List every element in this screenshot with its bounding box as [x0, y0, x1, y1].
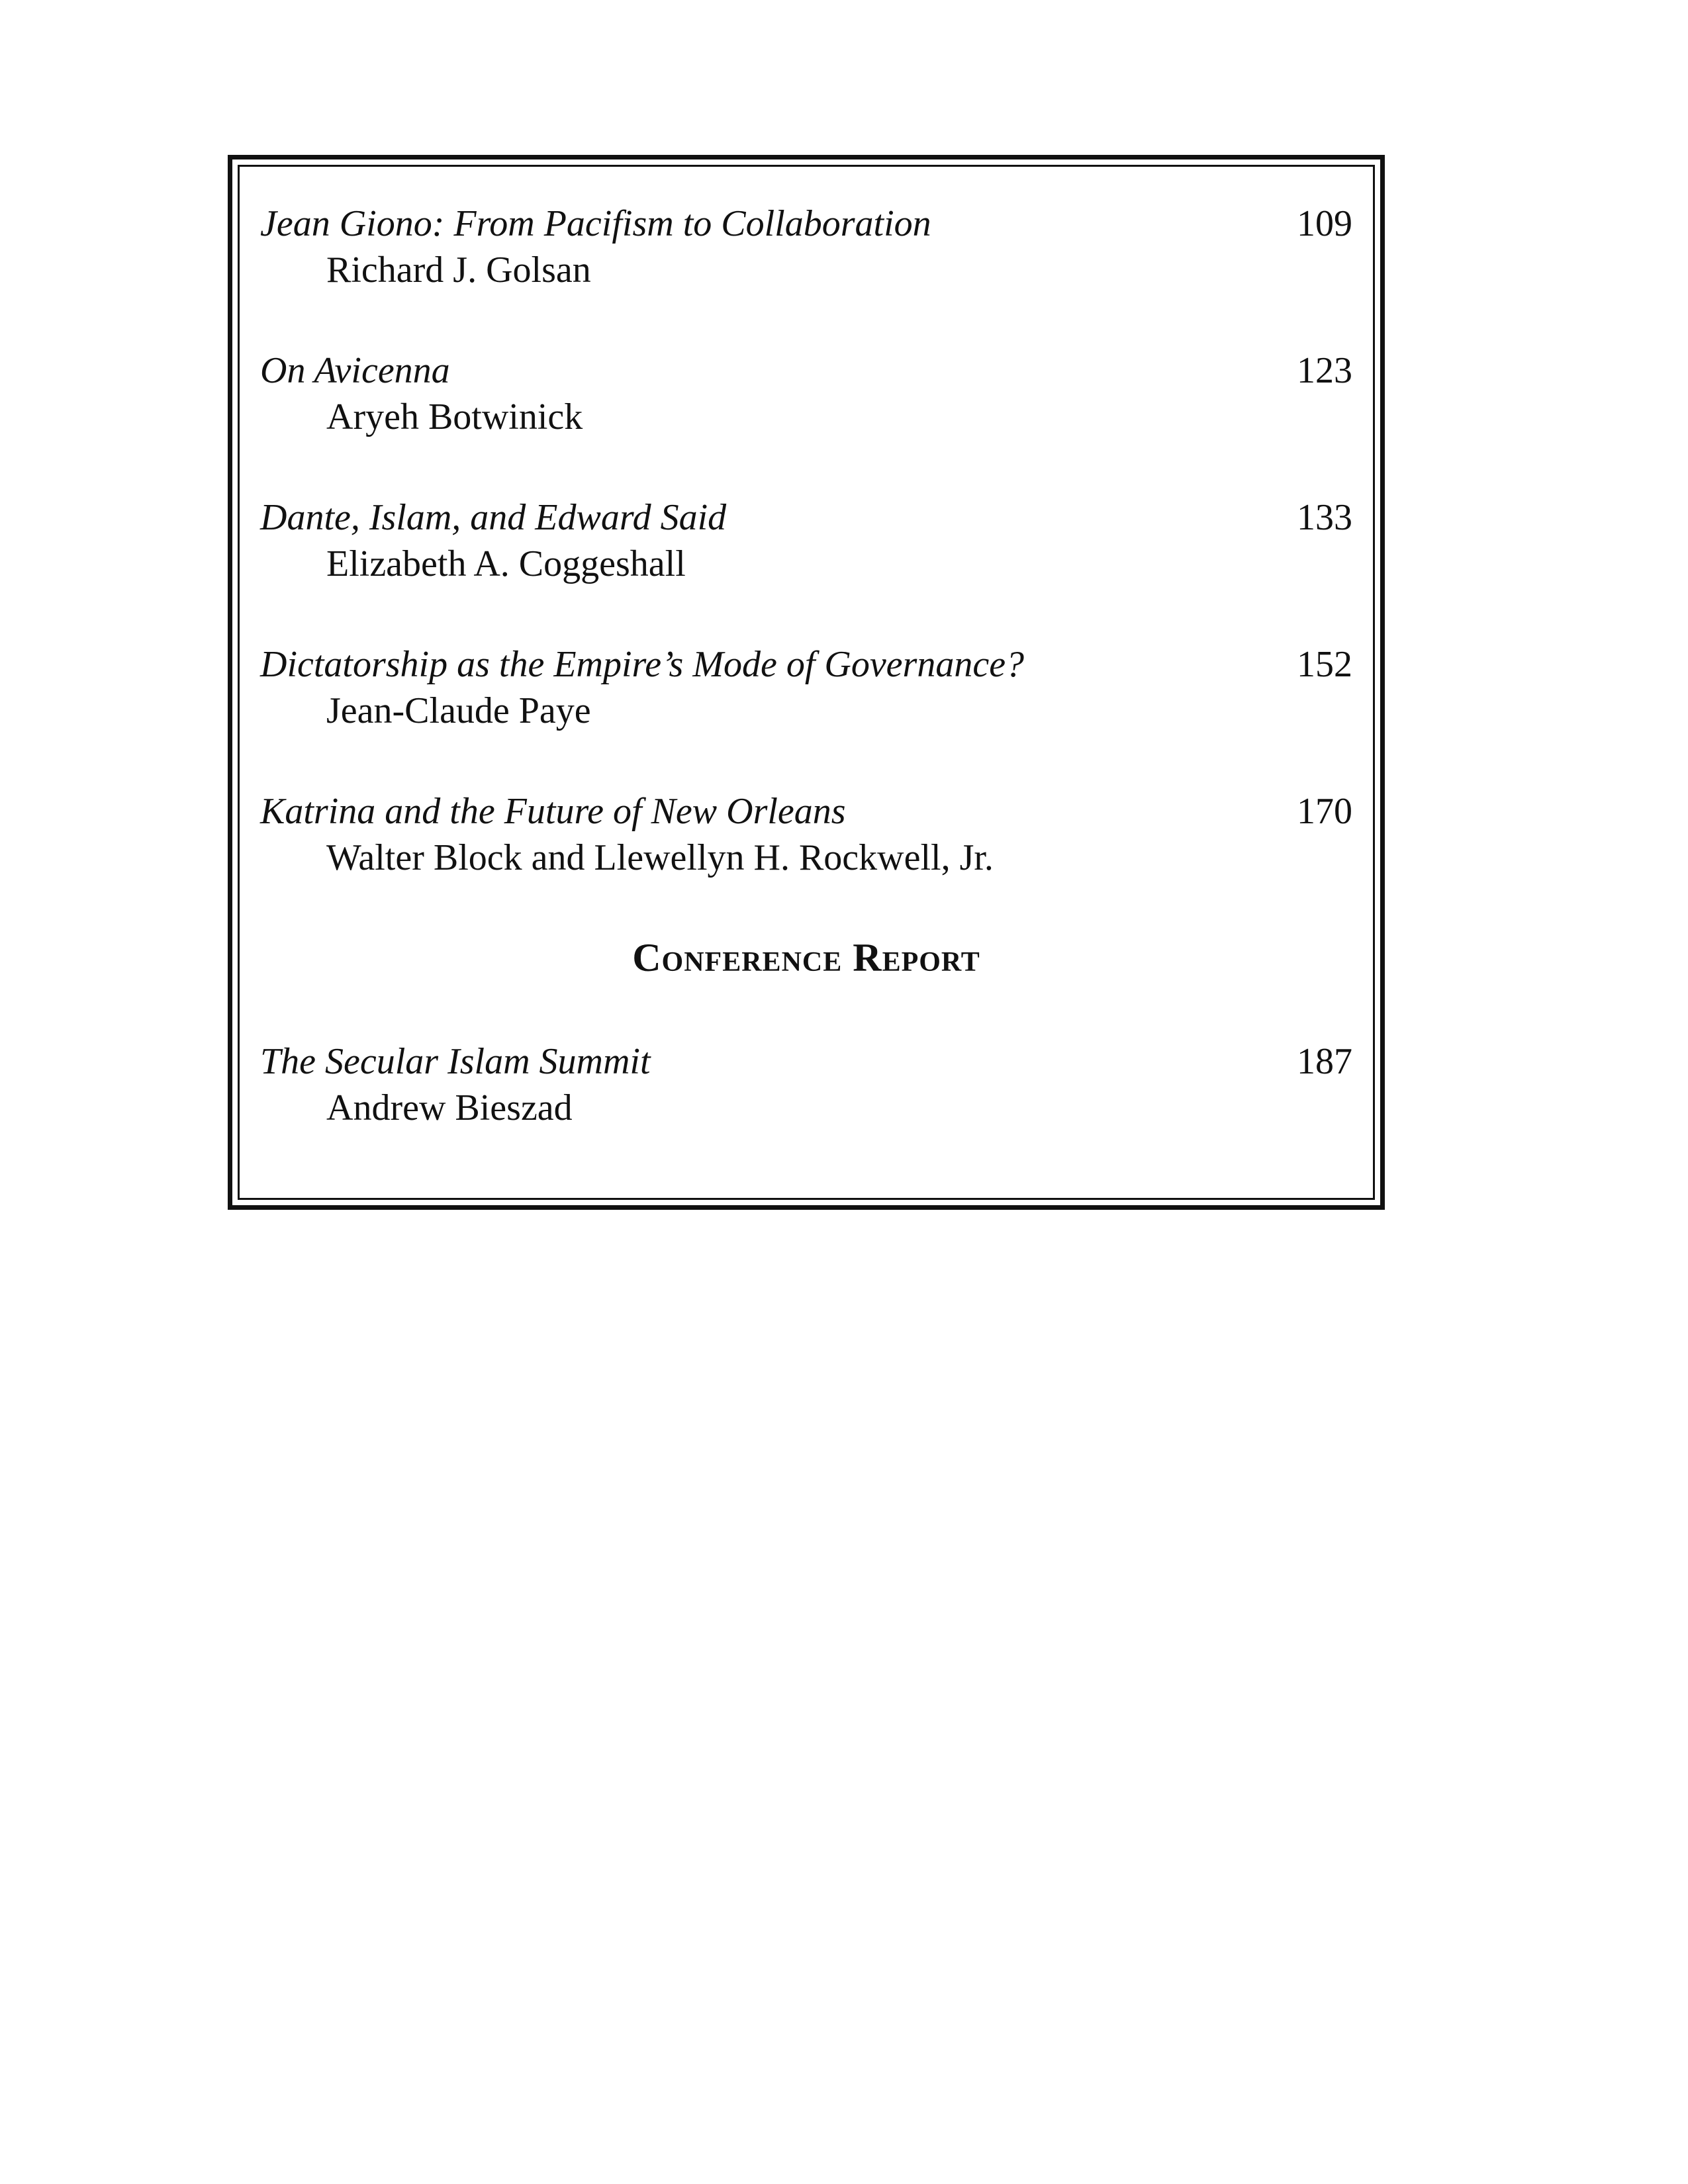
toc-entry	[260, 788, 1352, 881]
toc-entry	[260, 494, 1352, 587]
toc-entry	[260, 1038, 1352, 1131]
section-heading: Conference Report	[632, 936, 980, 979]
toc-entry	[260, 347, 1352, 440]
entry-title: Katrina and the Future of New Orleans	[260, 791, 846, 832]
entry-title: On Avicenna	[260, 350, 450, 391]
entry-page-number: 109	[1297, 203, 1352, 244]
toc-entry	[260, 201, 1352, 293]
entry-page-number: 133	[1297, 497, 1352, 538]
entry-title: Dictatorship as the Empire’s Mode of Governance?	[260, 644, 1025, 685]
entry-author: Andrew Bieszad	[326, 1087, 573, 1128]
entry-page-number: 123	[1297, 350, 1352, 391]
entry-author: Elizabeth A. Coggeshall	[326, 543, 686, 584]
entry-title: Jean Giono: From Pacifism to Collaboration	[260, 203, 931, 244]
entry-author: Jean-Claude Paye	[326, 690, 591, 731]
entry-title: Dante, Islam, and Edward Said	[260, 497, 727, 538]
entry-author: Richard J. Golsan	[326, 250, 591, 291]
entry-author: Aryeh Botwinick	[326, 396, 583, 437]
entry-title: The Secular Islam Summit	[260, 1041, 651, 1082]
entry-author: Walter Block and Llewellyn H. Rockwell, Jr.	[326, 837, 994, 878]
toc-entry	[260, 641, 1352, 734]
entry-page-number: 152	[1297, 644, 1352, 685]
entry-page-number: 170	[1297, 791, 1352, 832]
entry-page-number: 187	[1297, 1041, 1352, 1082]
